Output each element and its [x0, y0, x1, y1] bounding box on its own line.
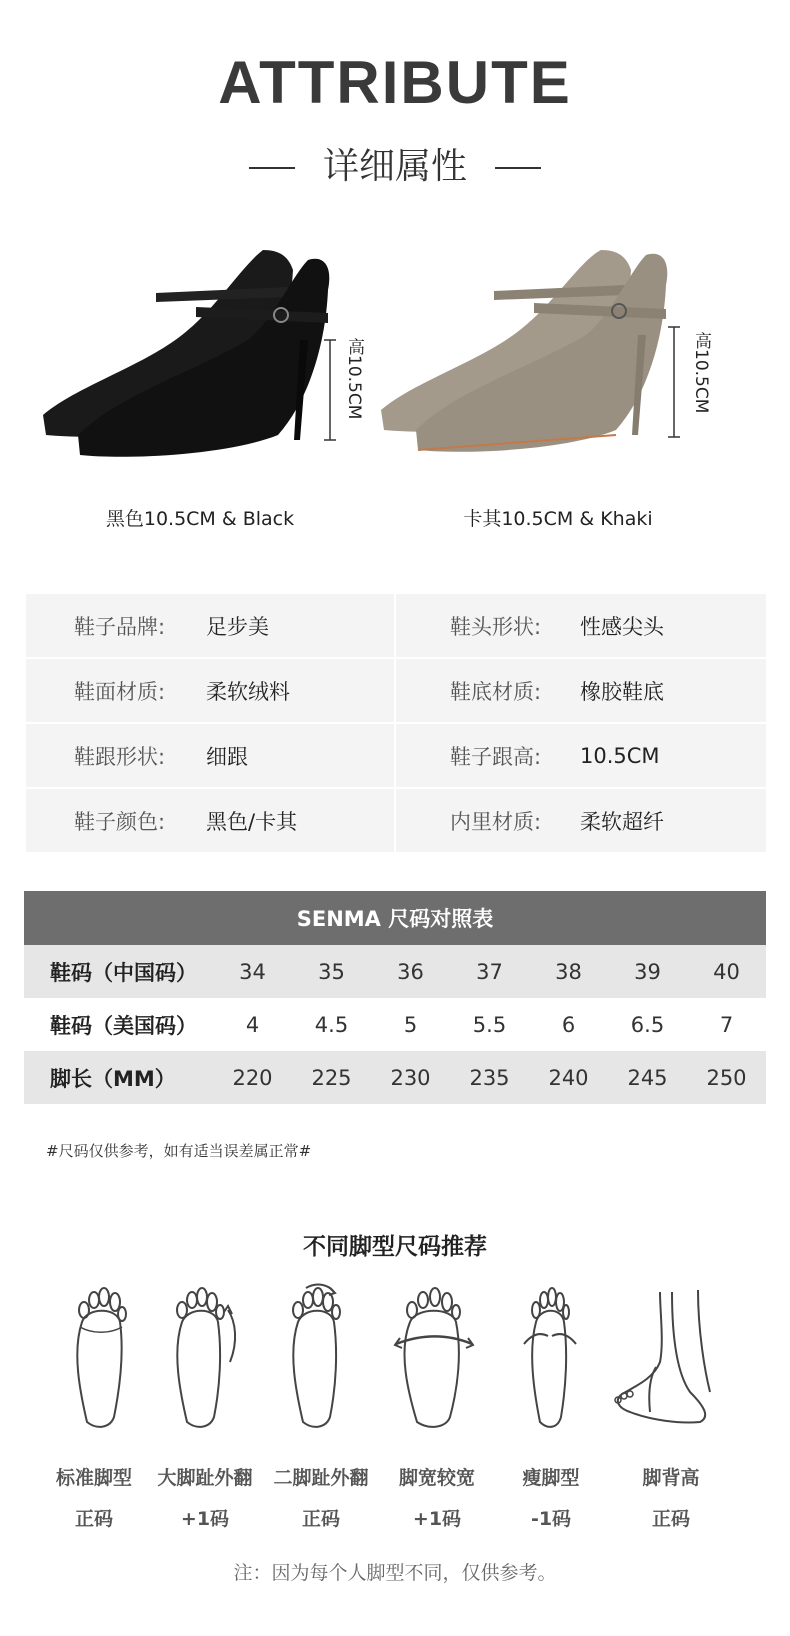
size-cell: 225	[311, 1065, 352, 1090]
divider-right	[495, 167, 541, 169]
wide-foot-icon	[382, 1282, 492, 1432]
attribute-cell	[396, 789, 766, 852]
size-cell: 34	[239, 959, 266, 984]
size-cell: 36	[397, 959, 424, 984]
size-row-china	[24, 945, 766, 998]
page-subtitle	[0, 138, 790, 189]
attribute-key: 鞋头形状:	[450, 614, 542, 639]
attribute-key: 鞋跟形状:	[74, 744, 166, 769]
foot-type-size: -1码	[530, 1508, 572, 1530]
size-cell: 40	[713, 959, 740, 984]
size-cell: 5.5	[472, 1012, 507, 1037]
attribute-cell	[26, 594, 394, 657]
high-instep-icon	[610, 1282, 720, 1432]
foot-type-name: 大脚趾外翻	[157, 1467, 253, 1489]
size-row-label: 鞋码（美国码）	[50, 1013, 197, 1038]
attribute-value: 性感尖头	[580, 614, 664, 639]
attribute-value: 柔软超纤	[580, 809, 664, 834]
attribute-key: 鞋子品牌:	[74, 614, 166, 639]
attribute-key: 鞋面材质:	[74, 679, 166, 704]
foot-type-name: 二脚趾外翻	[273, 1467, 369, 1489]
attribute-cell	[26, 789, 394, 852]
khaki-height-label: 高10.5CM	[691, 332, 711, 414]
page-title: ATTRIBUTE	[218, 49, 572, 116]
attribute-key: 内里材质:	[450, 809, 542, 834]
size-row-us	[24, 998, 766, 1051]
size-cell: 7	[719, 1012, 734, 1037]
size-chart-title: SENMA 尺码对照表	[24, 891, 766, 945]
size-cell: 240	[548, 1065, 589, 1090]
attribute-value: 细跟	[206, 744, 248, 769]
attribute-cell	[26, 659, 394, 722]
size-cell: 245	[627, 1065, 668, 1090]
size-cell: 35	[318, 959, 345, 984]
divider-left	[249, 167, 295, 169]
foot-type-name: 瘦脚型	[522, 1467, 580, 1489]
disclaimer-note: 注：因为每个人脚型不同，仅供参考。	[233, 1562, 557, 1584]
big-toe-bunion-icon	[150, 1282, 260, 1432]
attribute-key: 鞋底材质:	[450, 679, 542, 704]
attribute-cell	[396, 659, 766, 722]
size-cell: 39	[634, 959, 661, 984]
attribute-value: 黑色/卡其	[206, 809, 298, 834]
size-cell: 37	[476, 959, 503, 984]
size-note: #尺码仅供参考，如有适当误差属正常#	[46, 1142, 312, 1160]
narrow-foot-icon	[500, 1282, 610, 1432]
khaki-shoe-image	[376, 245, 706, 475]
subtitle-text: 详细属性	[322, 146, 467, 187]
size-cell: 230	[390, 1065, 431, 1090]
black-shoe-image	[38, 245, 368, 475]
attribute-table	[26, 594, 766, 854]
size-cell: 250	[706, 1065, 747, 1090]
size-row-label: 鞋码（中国码）	[50, 960, 197, 985]
foot-type-size: 正码	[301, 1508, 340, 1530]
attribute-cell	[396, 724, 766, 787]
size-cell: 4.5	[314, 1012, 349, 1037]
foot-type-size: 正码	[651, 1508, 690, 1530]
attribute-value: 橡胶鞋底	[580, 679, 664, 704]
second-toe-icon	[266, 1282, 376, 1432]
size-cell: 6.5	[630, 1012, 665, 1037]
size-cell: 220	[232, 1065, 273, 1090]
size-cell: 4	[245, 1012, 260, 1037]
foot-type-name: 脚宽较宽	[398, 1467, 475, 1489]
foot-type-name: 标准脚型	[55, 1467, 132, 1489]
attribute-key: 鞋子颜色:	[74, 809, 166, 834]
black-caption: 黑色10.5CM & Black	[105, 508, 295, 530]
attribute-value: 足步美	[206, 614, 269, 639]
foot-type-size: +1码	[412, 1508, 462, 1530]
attribute-value: 柔软绒料	[206, 679, 290, 704]
khaki-caption: 卡其10.5CM & Khaki	[463, 508, 653, 530]
attribute-value: 10.5CM	[580, 743, 660, 768]
black-height-label: 高10.5CM	[344, 338, 364, 420]
attribute-key: 鞋子跟高:	[450, 744, 542, 769]
size-cell: 5	[403, 1012, 418, 1037]
foot-type-size: 正码	[74, 1508, 113, 1530]
size-cell: 235	[469, 1065, 510, 1090]
attribute-cell	[396, 594, 766, 657]
attribute-cell	[26, 724, 394, 787]
size-cell: 6	[561, 1012, 576, 1037]
size-row-foot-length	[24, 1051, 766, 1104]
foot-type-title: 不同脚型尺码推荐	[303, 1234, 487, 1260]
size-cell: 38	[555, 959, 582, 984]
foot-type-size: +1码	[180, 1508, 230, 1530]
foot-type-name: 脚背高	[642, 1467, 700, 1489]
standard-foot-icon	[42, 1282, 152, 1432]
size-row-label: 脚长（MM）	[50, 1066, 176, 1091]
